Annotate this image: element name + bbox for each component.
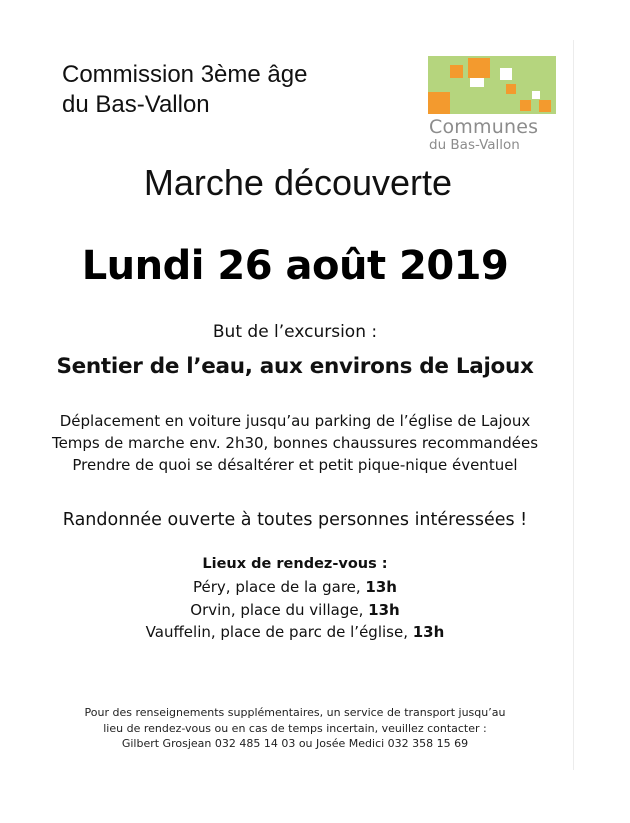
logo-square <box>468 58 490 78</box>
logo-name-line-1: Communes <box>429 116 539 138</box>
meeting-time: 13h <box>412 623 445 641</box>
meeting-time: 13h <box>368 600 400 619</box>
meeting-points-list <box>0 576 590 644</box>
purpose-label: But de l’excursion : <box>212 322 378 342</box>
meeting-point <box>0 576 590 599</box>
meeting-place: Vauffelin, place de parc de l’église, <box>145 623 413 641</box>
detail-line: Prendre de quoi se désaltérer et petit pique-nique éventuel <box>72 456 518 474</box>
details-list <box>0 410 590 476</box>
logo-name-line-2: du Bas-Vallon <box>429 137 520 153</box>
organizer-line-2: du Bas-Vallon <box>62 91 210 118</box>
detail-line: Déplacement en voiture jusqu’au parking de l’église de Lajoux <box>59 412 531 430</box>
logo-caption <box>429 117 559 153</box>
meeting-place: Péry, place de la gare, <box>193 578 366 596</box>
logo-square <box>428 92 450 114</box>
organizer-line-1: Commission 3ème âge <box>62 61 308 88</box>
meeting-place: Orvin, place du village, <box>190 600 369 619</box>
footer-line: Pour des renseignements supplémentaires, un service de transport jusqu’au <box>84 706 506 719</box>
logo-square <box>532 91 540 99</box>
open-to-all-notice: Randonnée ouverte à toutes personnes intéressées ! <box>62 510 528 530</box>
logo-square <box>520 100 531 111</box>
logo-square <box>450 65 463 78</box>
footer-contacts: Gilbert Grosjean 032 485 14 03 ou Josée Medici 032 358 15 69 <box>121 737 469 750</box>
logo-square <box>539 100 551 112</box>
logo-square <box>500 68 512 80</box>
meeting-points-title: Lieux de rendez-vous : <box>202 556 388 572</box>
event-date: Lundi 26 août 2019 <box>81 243 509 289</box>
footer-contact <box>0 705 590 752</box>
footer-line: lieu de rendez-vous ou en cas de temps incertain, veuillez contacter : <box>103 721 487 735</box>
meeting-point <box>0 621 590 644</box>
event-title: Marche découverte <box>143 162 453 203</box>
page-edge-divider <box>573 40 574 770</box>
logo-square <box>470 78 484 87</box>
logo-square <box>506 84 516 94</box>
detail-line: Temps de marche env. 2h30, bonnes chaussures recommandées <box>51 434 539 452</box>
purpose-text: Sentier de l’eau, aux environs de Lajoux <box>56 354 534 379</box>
meeting-time: 13h <box>365 578 397 596</box>
meeting-point <box>0 599 590 622</box>
organizer-heading <box>62 60 307 120</box>
